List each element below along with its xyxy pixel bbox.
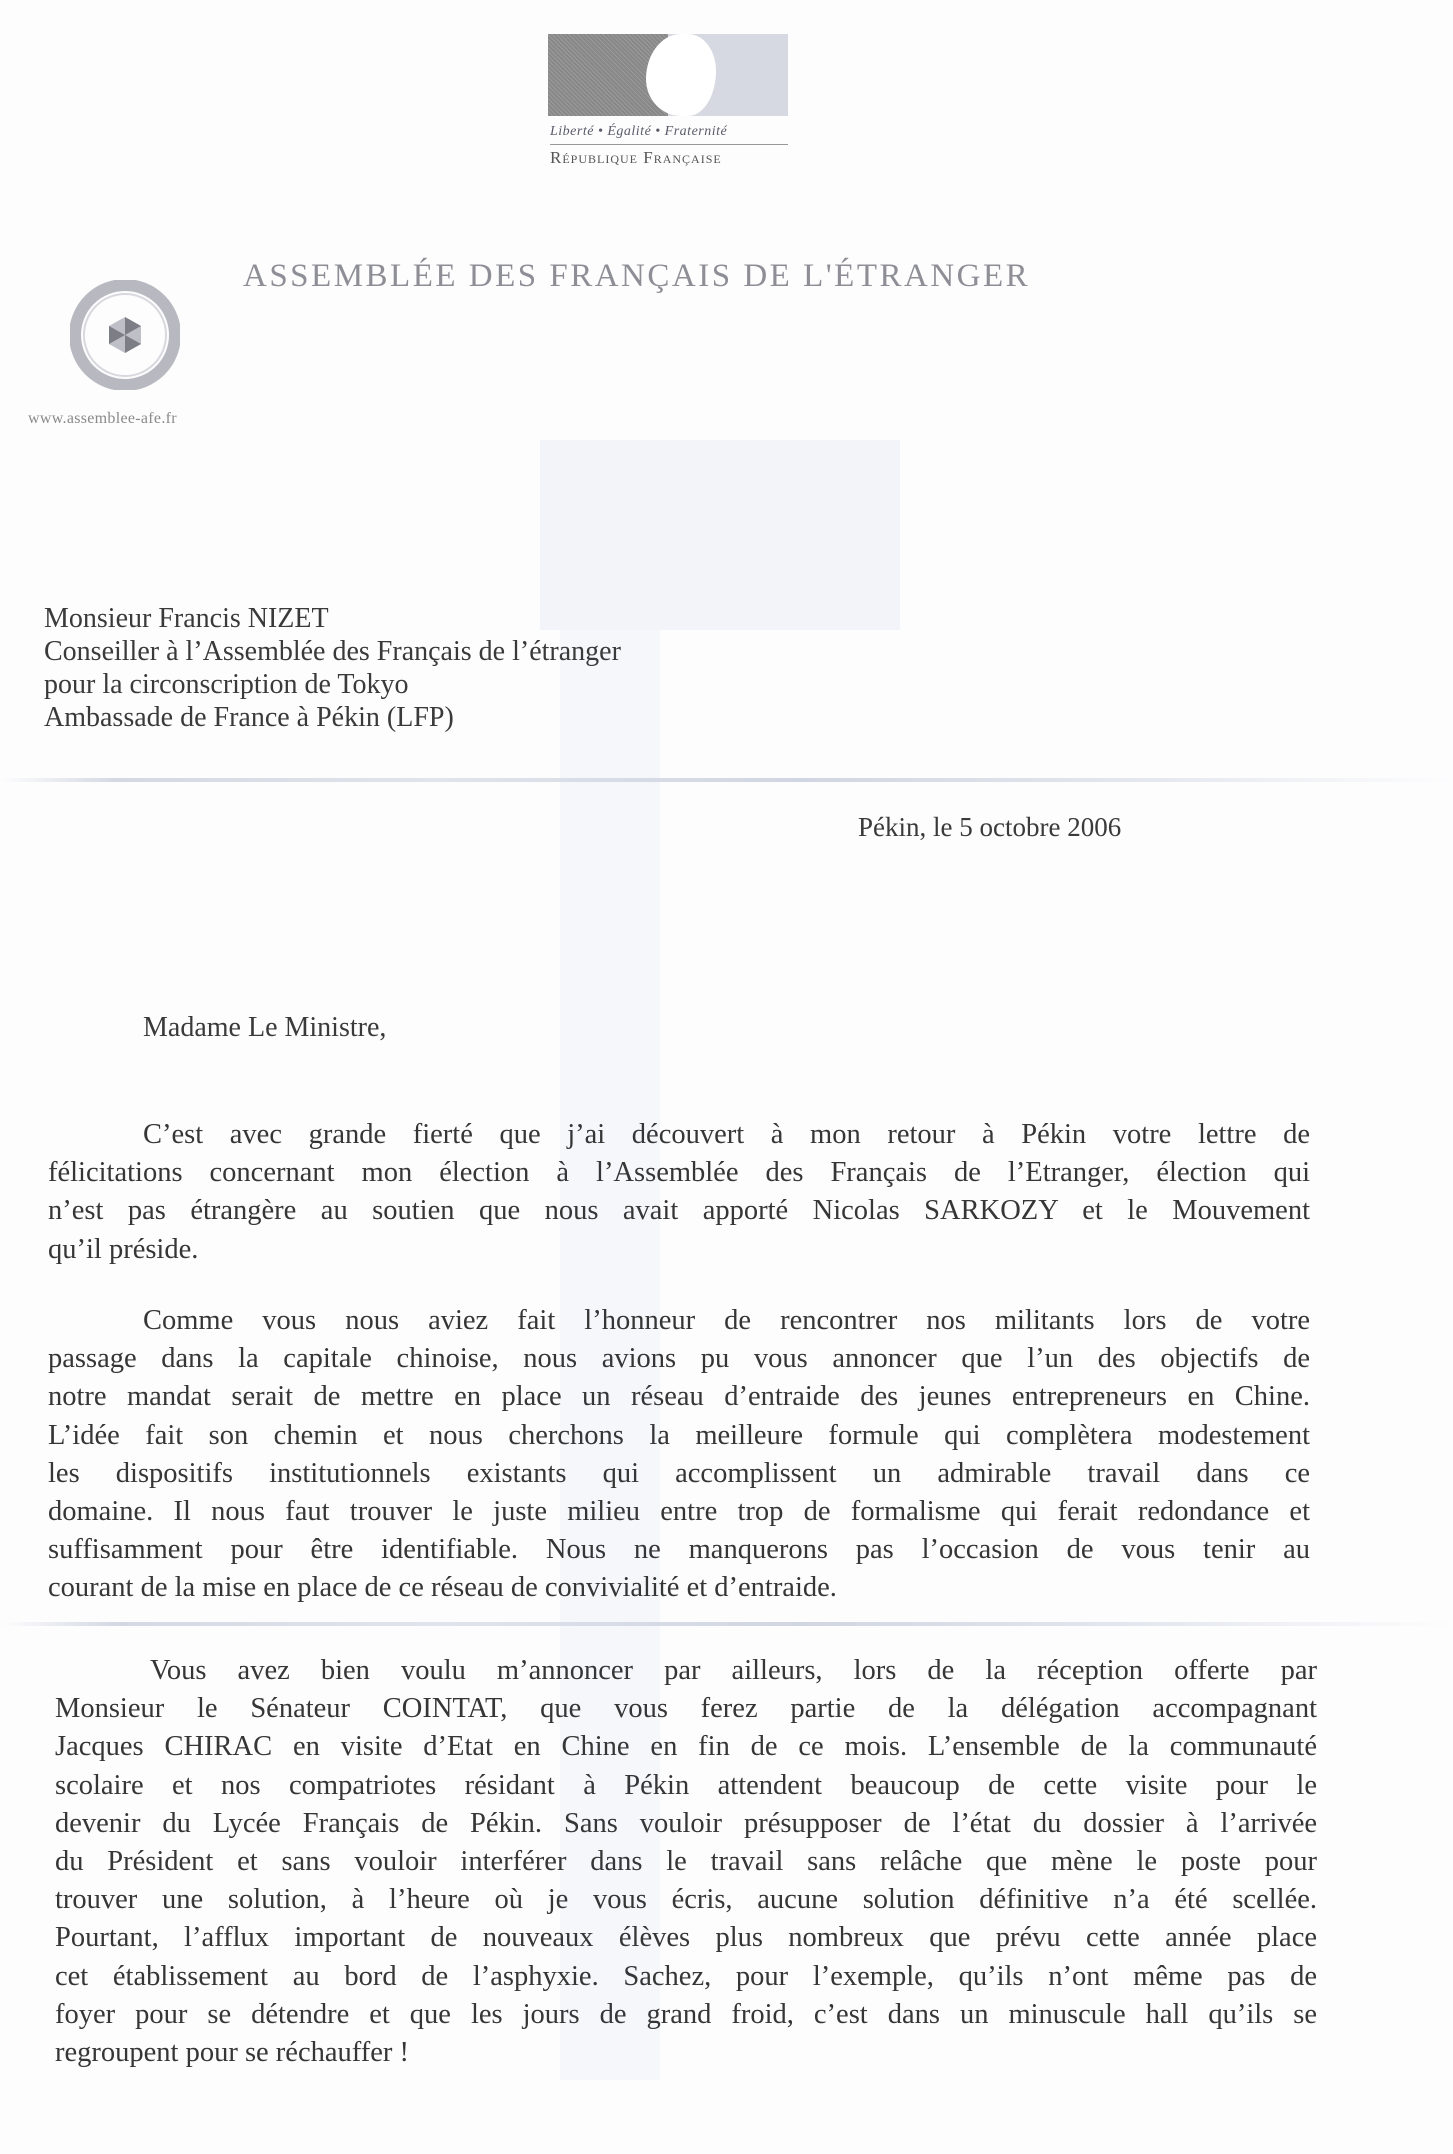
date-line: Pékin, le 5 octobre 2006	[858, 812, 1122, 842]
paragraph-line: passage dans la capitale chinoise, nous avions pu vous annoncer que l’un des objectifs de	[48, 1343, 1310, 1375]
assembly-title: ASSEMBLÉE DES FRANÇAIS DE L'ÉTRANGER	[243, 258, 1031, 294]
body-paragraph	[48, 1302, 1310, 1608]
salutation: Madame Le Ministre,	[143, 1012, 387, 1043]
logo-divider	[550, 144, 788, 145]
paragraph-line: Comme vous nous aviez fait l’honneur de rencontrer nos militants lors de votre	[143, 1305, 1310, 1336]
paragraph-line: du Président et sans vouloir interférer dans le travail sans relâche que mène le poste pour	[55, 1846, 1317, 1878]
paragraph-line: trouver une solution, à l’heure où je vous écris, aucune solution définitive n’a été scellée.	[55, 1884, 1317, 1916]
recipient-line: Conseiller à l’Assemblée des Français de l’étranger	[44, 636, 621, 667]
paragraph-line: qu’il préside.	[48, 1233, 199, 1265]
marianne-logo-icon	[548, 34, 788, 116]
paragraph-line: notre mandat serait de mettre en place un réseau d’entraide des jeunes entrepreneurs en Chine.	[48, 1381, 1310, 1413]
recipient-line: Monsieur Francis NIZET	[44, 603, 329, 634]
republique-francaise-logo	[548, 22, 788, 167]
paragraph-line: Monsieur le Sénateur COINTAT, que vous ferez partie de la délégation accompagnant	[55, 1693, 1317, 1725]
paragraph-line: regroupent pour se réchauffer !	[55, 2037, 409, 2069]
afe-seal-icon	[70, 280, 180, 390]
paragraph-line: n’est pas étrangère au soutien que nous avait apporté Nicolas SARKOZY et le Mouvement	[48, 1195, 1310, 1227]
paragraph-line: cet établissement au bord de l’asphyxie. Sachez, pour l’exemple, qu’ils n’ont même pas de	[55, 1960, 1317, 1992]
recipient-address	[44, 602, 621, 734]
paragraph-line: Vous avez bien voulu m’annoncer par ailleurs, lors de la réception offerte par	[150, 1655, 1317, 1686]
body-paragraph	[55, 1652, 1317, 2072]
paragraph-line: suffisamment pour être identifiable. Nous ne manquerons pas l’occasion de vous tenir au	[48, 1534, 1310, 1566]
assembly-website-link[interactable]: www.assemblee-afe.fr	[28, 410, 177, 427]
republic-name: République Française	[550, 148, 722, 167]
paragraph-line: foyer pour se détendre et que les jours de grand froid, c’est dans un minuscule hall qu’ils se	[55, 1998, 1317, 2030]
recipient-line: pour la circonscription de Tokyo	[44, 669, 409, 700]
paragraph-line: devenir du Lycée Français de Pékin. Sans vouloir présupposer de l’état du dossier à l’arrivée	[55, 1807, 1317, 1839]
paragraph-line: Pourtant, l’afflux important de nouveaux élèves plus nombreux que prévu cette année place	[55, 1922, 1317, 1954]
paper-fold-line	[0, 778, 1453, 782]
paragraph-line: C’est avec grande fierté que j’ai découvert à mon retour à Pékin votre lettre de	[143, 1119, 1310, 1150]
paragraph-line: Jacques CHIRAC en visite d’Etat en Chine en fin de ce mois. L’ensemble de la communauté	[55, 1731, 1317, 1763]
paragraph-line: félicitations concernant mon élection à l’Assemblée des Français de l’Etranger, élection qui	[48, 1157, 1310, 1189]
paragraph-line: courant de la mise en place de ce réseau de convivialité et d’entraide.	[48, 1572, 837, 1604]
paragraph-line: les dispositifs institutionnels existants qui accomplissent un admirable travail dans ce	[48, 1457, 1310, 1489]
paragraph-line: domaine. Il nous faut trouver le juste milieu entre trop de formalisme qui ferait redondance et	[48, 1496, 1310, 1528]
republic-motto: Liberté • Égalité • Fraternité	[550, 124, 728, 139]
paragraph-line: L’idée fait son chemin et nous cherchons la meilleure formule qui complètera modestement	[48, 1419, 1310, 1451]
paper-fold-line	[0, 1622, 1453, 1626]
recipient-line: Ambassade de France à Pékin (LFP)	[44, 702, 454, 733]
body-paragraph	[48, 1116, 1310, 1269]
paragraph-line: scolaire et nos compatriotes résidant à Pékin attendent beaucoup de cette visite pour le	[55, 1769, 1317, 1801]
